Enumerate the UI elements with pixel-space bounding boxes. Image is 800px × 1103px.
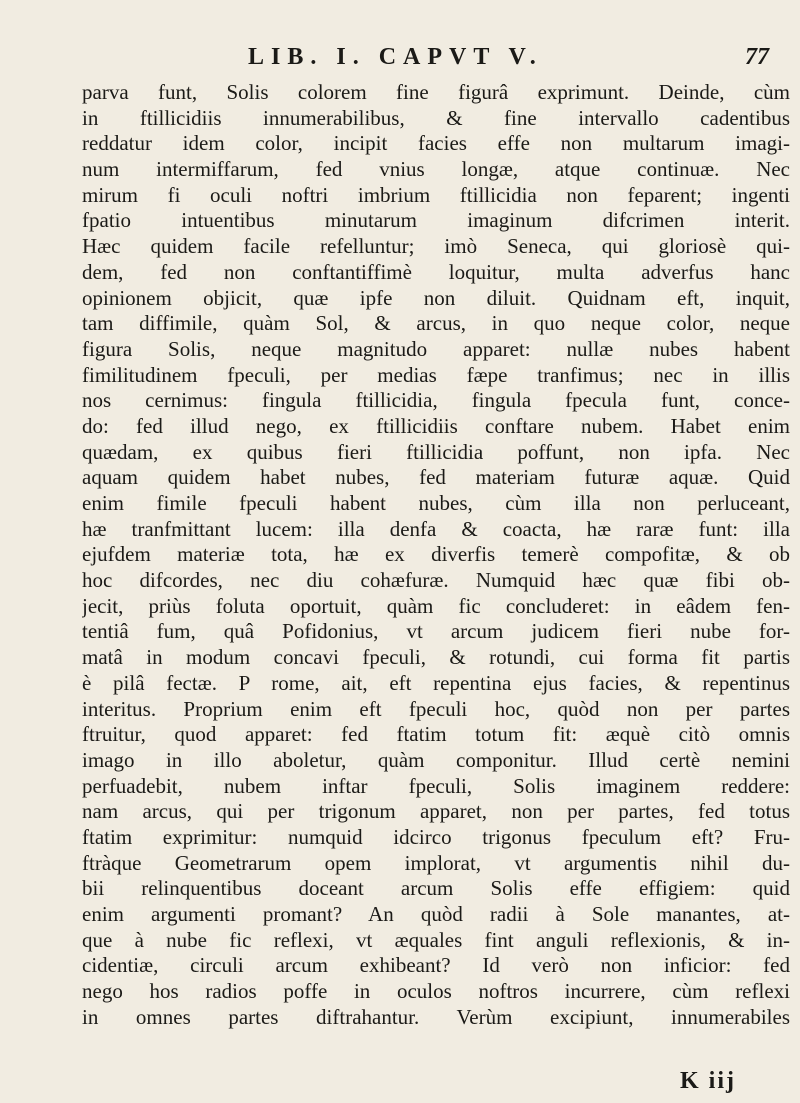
text-line: do: fed illud nego, ex ftillicidiis conftare nubem. Habet enim <box>82 413 790 438</box>
text-line: fimilitudinem fpeculi, per medias fæpe tranfimus; nec in illis <box>82 362 790 387</box>
text-line: matâ in modum concavi fpeculi, & rotundi, cui forma fit partis <box>82 645 790 670</box>
text-line: hoc difcordes, nec diu cohæfuræ. Numquid hæc quæ fibi ob- <box>82 568 790 593</box>
text-line: cidentiæ, circuli arcum exhibeant? Id verò non inficior: fed <box>82 953 790 978</box>
text-line: fpatio intuentibus minutarum imaginum difcrimen interit. <box>82 208 790 233</box>
text-line: è pilâ fectæ. P rome, ait, eft repentina ejus facies, & repentinus <box>82 670 790 695</box>
text-line: perfuadebit, nubem inftar fpeculi, Solis imaginem reddere: <box>82 773 790 798</box>
text-line: dem, fed non conftantiffimè loquitur, multa adverfus hanc <box>82 259 790 284</box>
body-text <box>82 80 790 1030</box>
running-head: LIB. I. CAPVT V. <box>248 44 543 70</box>
text-line: nego hos radios poffe in oculos noftros incurrere, cùm reflexi <box>82 979 790 1004</box>
text-line: in omnes partes diftrahantur. Verùm excipiunt, innumerabiles <box>82 1004 790 1029</box>
text-line: figura Solis, neque magnitudo apparet: nullæ nubes habent <box>82 336 790 361</box>
text-line: parva funt, Solis colorem fine figurâ exprimunt. Deinde, cùm <box>82 80 790 104</box>
text-line: tentiâ fum, quâ Pofidonius, vt arcum judicem fieri nube for- <box>82 619 790 644</box>
text-line: Hæc quidem facile refelluntur; imò Seneca, qui gloriosè qui- <box>82 234 790 259</box>
page-header <box>0 44 800 74</box>
text-line: enim argumenti promant? An quòd radii à Sole manantes, at- <box>82 902 790 926</box>
text-line: in ftillicidiis innumerabilibus, & fine intervallo cadentibus <box>82 105 790 130</box>
text-line: aquam quidem habet nubes, fed materiam futuræ aquæ. Quid <box>82 465 790 490</box>
page-number: 77 <box>745 44 769 70</box>
signature-mark: K iij <box>680 1068 736 1094</box>
text-line: ftràque Geometrarum opem implorat, vt argumentis nihil du- <box>82 850 790 875</box>
text-line: ftatim exprimitur: numquid idcirco trigonus fpeculum eft? Fru- <box>82 824 790 849</box>
text-line: ftruitur, quod apparet: fed ftatim totum fit: æquè citò omnis <box>82 722 790 747</box>
text-line: interitus. Proprium enim eft fpeculi hoc, quòd non per partes <box>82 696 790 721</box>
text-line: enim fimile fpeculi habent nubes, cùm illa non perluceant, <box>82 491 790 515</box>
text-line: bii relinquentibus doceant arcum Solis effe effigiem: quid <box>82 876 790 901</box>
text-line: opinionem objicit, quæ ipfe non diluit. Quidnam eft, inquit, <box>82 285 790 310</box>
text-line: jecit, priùs foluta oportuit, quàm fic concluderet: in eâdem fen- <box>82 593 790 618</box>
text-line: que à nube fic reflexi, vt æquales fint anguli reflexionis, & in- <box>82 927 790 952</box>
text-line: num intermiffarum, fed vnius longæ, atque continuæ. Nec <box>82 157 790 182</box>
text-line: hæ tranfmittant lucem: illa denfa & coacta, hæ raræ funt: illa <box>82 516 790 541</box>
text-line: mirum fi oculi noftri imbrium ftillicidia non feparent; ingenti <box>82 182 790 207</box>
text-line: quædam, ex quibus fieri ftillicidia poffunt, non ipfa. Nec <box>82 439 790 464</box>
text-line: imago in illo aboletur, quàm componitur. Illud certè nemini <box>82 747 790 772</box>
text-line: ejufdem materiæ tota, hæ ex diverfis temerè compofitæ, & ob <box>82 542 790 567</box>
text-line: reddatur idem color, incipit facies effe non multarum imagi- <box>82 131 790 156</box>
text-line: nos cernimus: fingula ftillicidia, fingula fpecula funt, conce- <box>82 388 790 413</box>
text-line: nam arcus, qui per trigonum apparet, non per partes, fed totus <box>82 799 790 824</box>
text-line: tam diffimile, quàm Sol, & arcus, in quo neque color, neque <box>82 311 790 336</box>
